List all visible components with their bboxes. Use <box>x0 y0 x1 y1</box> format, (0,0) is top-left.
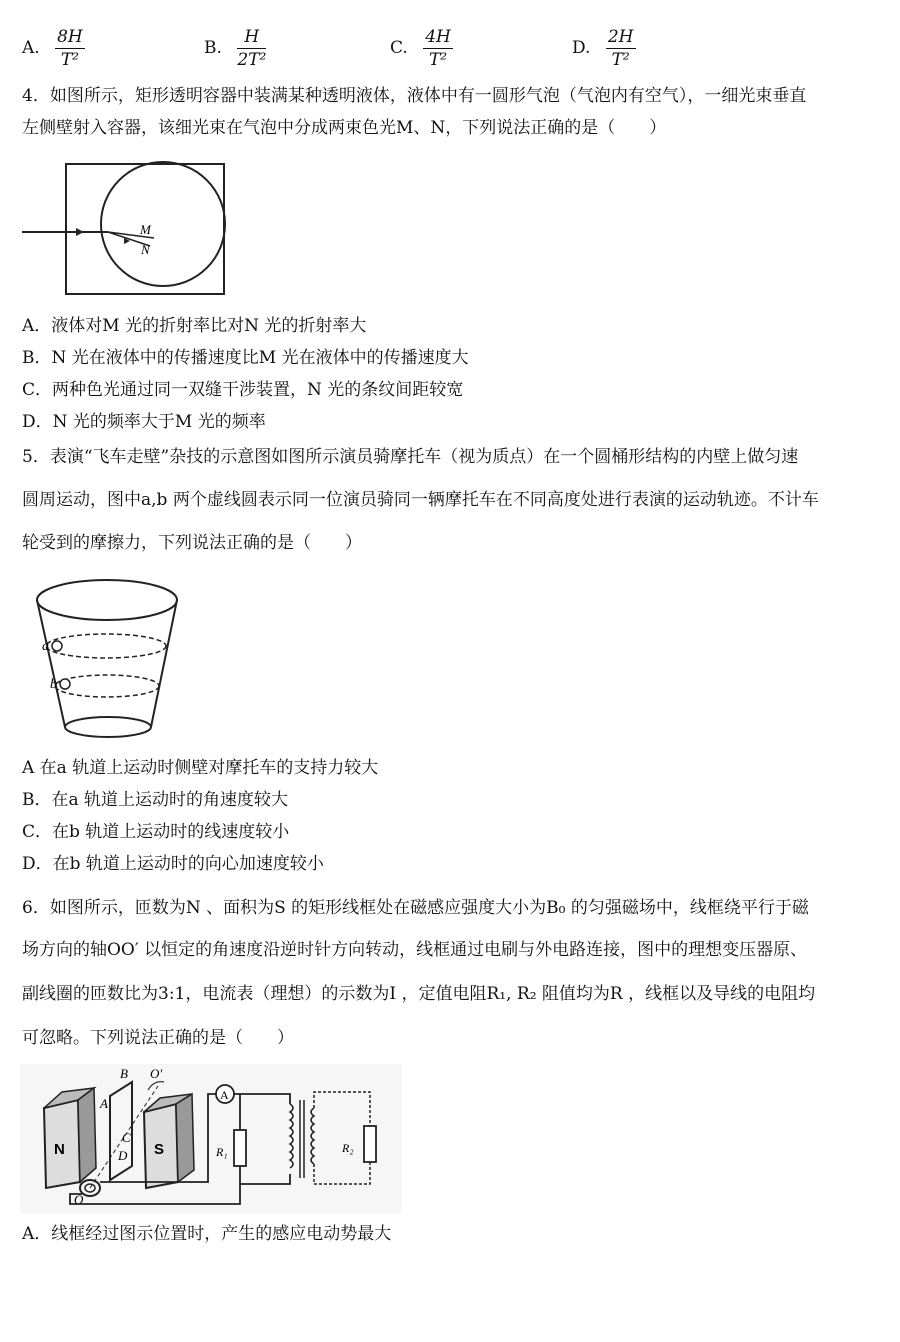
fraction: $\frac{8H}{\text{T²}}$ <box>57 27 83 70</box>
q5-option-c: C．在b 轨道上运动时的线速度较小 <box>22 822 290 842</box>
cylinder-right-wall <box>151 600 177 727</box>
resistor-r1 <box>234 1130 246 1166</box>
q5-figure <box>20 572 190 742</box>
q4-option-c: C．两种色光通过同一双缝干涉装置，N 光的条纹间距较宽 <box>22 380 464 400</box>
label-r2: R₂ <box>342 1141 354 1155</box>
fraction: $\frac{4H}{\text{T²}}$ <box>425 27 451 70</box>
cylinder-top <box>37 580 177 620</box>
cylinder-left-wall <box>37 600 65 727</box>
label-a: A <box>100 1096 108 1111</box>
ray-arrow <box>76 228 84 236</box>
magnet-n-side <box>78 1088 96 1182</box>
label-o: O <box>74 1192 84 1207</box>
label-c: C <box>122 1130 131 1145</box>
label-s: S <box>154 1141 165 1158</box>
q5-stem-line1: 5．表演“飞车走壁”杂技的示意图如图所示演员骑摩托车（视为质点）在一个圆桶形结构的内壁上做匀速 <box>22 447 799 467</box>
q3-option-a <box>22 26 85 71</box>
label-m: M <box>140 222 151 237</box>
magnet-s-side <box>176 1094 194 1182</box>
ammeter-label: A <box>220 1088 229 1102</box>
bubble-circle <box>101 162 225 286</box>
rider-a <box>52 641 62 651</box>
label-b: b <box>50 677 57 692</box>
q5-option-b: B．在a 轨道上运动时的角速度较大 <box>22 790 289 810</box>
q5-option-d: D．在b 轨道上运动时的向心加速度较小 <box>22 854 324 874</box>
label-n: N <box>54 1141 65 1158</box>
q6-figure <box>20 1064 402 1214</box>
q4-option-b: B．N 光在液体中的传播速度比M 光在液体中的传播速度大 <box>22 348 469 368</box>
fraction: $\frac{2H}{\text{T²}}$ <box>607 27 634 70</box>
q6-stem-line4: 可忽略。下列说法正确的是（ ） <box>22 1028 294 1048</box>
q4-option-d: D．N 光的频率大于M 光的频率 <box>22 412 266 432</box>
label-d: D <box>118 1148 128 1163</box>
q6-stem-line3: 副线圈的匝数比为3:1，电流表（理想）的示数为I ，定值电阻R₁, R₂ 阻值均为R ，线框以及导线的电阻均 <box>22 984 816 1004</box>
q5-stem-line2: 圆周运动，图中a,b 两个虚线圆表示同一位演员骑同一辆摩托车在不同高度处进行表演的运动轨迹。不计车 <box>22 490 819 510</box>
track-b <box>55 675 159 697</box>
fraction: $\frac{H}{\text{2T²}}$ <box>237 27 267 70</box>
q6-stem-line1: 6．如图所示，匝数为N 、面积为S 的矩形线框处在磁感应强度大小为B₀ 的匀强磁场中，线框绕平行于磁 <box>22 898 809 918</box>
rider-b <box>60 679 70 689</box>
label-n: N <box>141 242 150 257</box>
label-o-prime: O′ <box>150 1066 163 1081</box>
label-a: a <box>42 639 49 654</box>
q3-option-b <box>204 26 266 71</box>
q3-option-c <box>390 26 453 71</box>
q4-stem-line2: 左侧壁射入容器，该细光束在气泡中分成两束色光M、N，下列说法正确的是（ ） <box>22 118 667 138</box>
q4-figure <box>20 158 240 300</box>
q5-option-a: A 在a 轨道上运动时侧壁对摩托车的支持力较大 <box>22 758 379 778</box>
label-r1: R₁ <box>216 1145 228 1159</box>
q5-stem-line3: 轮受到的摩擦力，下列说法正确的是（ ） <box>22 533 362 553</box>
q4-stem-line1: 4．如图所示，矩形透明容器中装满某种透明液体，液体中有一圆形气泡（气泡内有空气），一细光束垂直 <box>22 86 807 106</box>
option-letter: A. <box>22 38 40 58</box>
option-letter: C. <box>390 38 408 58</box>
q6-stem-line2: 场方向的轴OO′ 以恒定的角速度沿逆时针方向转动，线框通过电刷与外电路连接，图中的理想变压器原、 <box>22 940 808 960</box>
q3-option-d <box>572 26 636 71</box>
track-a <box>46 634 166 658</box>
q6-option-a: A．线框经过图示位置时，产生的感应电动势最大 <box>22 1224 392 1244</box>
label-b: B <box>120 1066 128 1081</box>
resistor-r2 <box>364 1126 376 1162</box>
q4-option-a: A．液体对M 光的折射率比对N 光的折射率大 <box>22 316 367 336</box>
cylinder-bottom <box>65 717 151 737</box>
option-letter: B. <box>204 38 222 58</box>
option-letter: D. <box>572 38 591 58</box>
